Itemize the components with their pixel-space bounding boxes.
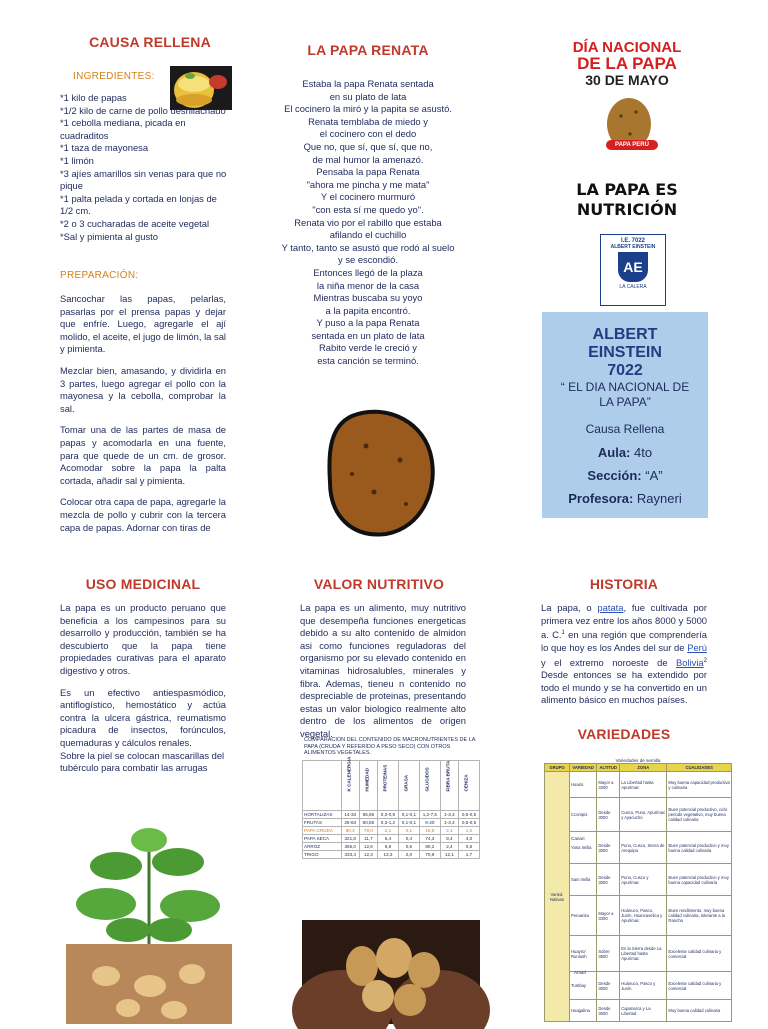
seccion-value: “A” xyxy=(645,468,663,483)
poem-line: Entonces llegó de la plaza xyxy=(313,266,423,278)
ingredient-item: *Sal y pimienta al gusto xyxy=(60,230,158,242)
poem-line: Que no, que sí, que sí, que no, xyxy=(303,140,433,152)
poem-text xyxy=(280,78,456,368)
poem-line: "ahora me pincha y me mata" xyxy=(306,178,430,190)
ingredients-list xyxy=(60,92,230,243)
nutrient-row-highlight: PAPA CRUDA 80,4 79,0 2,1 0,1 18,5 2,1 1,0 xyxy=(303,826,480,834)
preparation-label: PREPARACIÓN: xyxy=(60,270,139,281)
historia-text: La papa, o patata, fue cultivada por primera vez entre los años 8000 y 5000 a. C.$^1$ en una región que comprendería lo que hoy es los Andes del sur de Perú y el extremo noroeste de Bolivia$^2$ Desde entonces se ha extendido por todo el mundo y se ha convertido en un alimento básico en muchos países. xyxy=(541,602,707,706)
preparation-text xyxy=(60,293,226,533)
nutrient-header: K CALENERGIA xyxy=(341,760,359,810)
poem-line: esta canción se terminó. xyxy=(317,355,419,367)
poem-line: Mientras buscaba su yoyo xyxy=(313,292,423,304)
peru-link[interactable]: Perú xyxy=(687,641,707,653)
topic: Causa Rellena xyxy=(585,422,665,436)
varieties-header: ALTITUD xyxy=(597,764,620,772)
potato-plant-image xyxy=(66,826,232,1024)
nutrient-header: HUMEDAD xyxy=(359,760,377,810)
profesora-label: Profesora: xyxy=(568,491,634,506)
poem-title: LA PAPA RENATA xyxy=(307,42,429,58)
patata-link[interactable]: patata xyxy=(597,602,624,613)
nutrient-row: HORTALIZAS 14-33 85,95 0,3-0,9 0,1-0,1 1,2-7,5 1-3,4 0,5-0,5 xyxy=(303,810,480,818)
variety-row: Sani Imilla Desde 3000 Puno, Cusco y Apurímac Buen potencial productivo y muy buena capacidad culinaria xyxy=(545,864,732,896)
event-line2: LA PAPA” xyxy=(599,395,651,409)
poem-line: Renata temblaba de miedo y xyxy=(308,115,428,127)
poem-line: a la papita encontró. xyxy=(325,304,411,316)
variety-subgroup-label: Amarí xyxy=(574,970,587,975)
crest-top1: I.E. 7022 xyxy=(620,238,646,244)
hands-potatoes-image xyxy=(302,920,480,1024)
poem-line: sentada en un plato de lata xyxy=(311,329,425,341)
poem-line: "con esta sí me quedo yo". xyxy=(312,203,424,215)
poem-line: en su plato de lata xyxy=(329,90,407,102)
school-name-line1: ALBERT xyxy=(592,326,658,343)
nutrient-header: PROTEINAS xyxy=(377,760,398,810)
preparation-step: Colocar otra capa de papa, agregarle la mezcla de pollo y cubrir con la tercera capa de papas. Adornar con tiras de xyxy=(60,496,226,533)
preparation-step: Sancochar las papas, pelarlas, pasarlas por el prensa papas y dejar que enfríe. Luego, agregarle el ají molido, el aceite, el jugo de limón, la sal y pimienta. xyxy=(60,293,226,355)
ingredient-item: *1 cebolla mediana, picada en cuadraditos xyxy=(60,117,186,141)
poem-line: Pensaba la papa Renata xyxy=(316,166,420,178)
macronutrient-table xyxy=(302,736,480,896)
poem-line: de mal humor la amenazó. xyxy=(312,153,424,165)
nutrient-header: FIBRA BRUTA xyxy=(440,760,458,810)
nutrient-row: PAPA SECA 321,8 11,7 6,4 0,4 74,3 8,4 4,0 xyxy=(303,834,480,842)
nutrient-row: ARROZ 365,0 12,6 6,8 0,5 80,2 2,4 0,6 xyxy=(303,842,480,850)
preparation-step: Tomar una de las partes de masa de papas y acomodarla en una fuente, para que quede de un cm. de grosor. Acomodar sobre la papa la palta cortada, añadir sal y pimienta. xyxy=(60,424,226,486)
crest-bottom: LA CALERA xyxy=(619,284,647,290)
poem-line: Rabito verde le creció y xyxy=(319,342,417,354)
varieties-table xyxy=(544,758,732,1024)
nutritivo-title: VALOR NUTRITIVO xyxy=(313,576,445,592)
aula-value: 4to xyxy=(634,445,653,460)
medicinal-paragraph: Sobre la piel se colocan mascarillas del tubérculo para combatir las arrugas xyxy=(60,749,225,774)
varieties-header: VARIEDAD xyxy=(570,764,597,772)
profesora-value: Rayneri xyxy=(636,491,682,506)
nutrient-table-title: COMPARACION DEL CONTENIDO DE MACRONUTRIENTES DE LA PAPA (CRUDA Y REFERIDO A PESO SECO) CON OTROS ALIMENTOS VEGETALES. xyxy=(304,737,476,756)
preparation-step: Mezclar bien, amasando, y dividirla en 3 partes, luego agregar el pollo con la mayonesa y la cebolla, comprobar la sal. xyxy=(60,364,226,414)
aula-row xyxy=(542,445,708,460)
poem-line: Y el cocinero murmuró xyxy=(320,191,416,203)
poster-line1: DÍA NACIONAL xyxy=(572,39,682,56)
varieties-header: GRUPO xyxy=(545,764,570,772)
school-name-line2: EINSTEIN xyxy=(588,344,662,361)
poem-line: y se escondió. xyxy=(338,254,398,266)
variedades-title: VARIEDADES xyxy=(577,726,671,742)
bolivia-link[interactable]: Bolivia xyxy=(676,656,704,668)
ingredient-item: *1 palta pelada y cortada en lonjas de 1/2 cm. xyxy=(60,192,217,217)
poem-line: Estaba la papa Renata sentada xyxy=(302,78,434,89)
historia-title: HISTORIA xyxy=(589,576,659,592)
varieties-header: ZONA xyxy=(620,764,667,772)
nutrient-row: FRUTAS 25-83 80,85 0,3-1,2 0,1-0,1 6-20 1-3,4 0,5-0,5 xyxy=(303,818,480,826)
event-line1: “ EL DIA NACIONAL DE xyxy=(560,380,690,394)
ingredient-item: *1 taza de mayonesa xyxy=(60,142,149,154)
variety-row: Varied. Nativas Huairo Mayor a 3300 La Libertad hasta Apurímac Muy buena capacidad productiva y culinaria xyxy=(545,772,732,798)
nutrient-header: CENIZA xyxy=(458,760,479,810)
poem-line: afilando el cuchillo xyxy=(329,229,407,241)
crest-top2: ALBERT EINSTEIN xyxy=(610,244,656,250)
variety-row: Tumbay Desde 3000 Huánuco, Pasco y Junín Excelente calidad culinaria y comercial xyxy=(545,972,732,1000)
variety-row: Huagalina Desde 3000 Cajamarca y La Libertad Muy buena calidad culinaria xyxy=(545,1000,732,1022)
variety-row: Peruanita Mayor a 3300 Huánuco, Pasco, Junín, Huancavelica y Apurímac Buen rendimiento, muy buena calidad culinaria, tolerante a la Rancha xyxy=(545,896,732,936)
variety-row: Huayro/ Runtush Sobre 3500 En la Sierra desde La Libertad hasta Apurímac Excelente calidad culinaria y comercial xyxy=(545,936,732,972)
poem-line: Y puso a la papa Renata xyxy=(316,317,420,329)
poem-line: el cocinero con el dedo xyxy=(319,128,417,140)
poster-line3: 30 DE MAYO xyxy=(585,72,669,88)
varieties-header: CUALIDADES xyxy=(667,764,732,772)
ingredient-item: *3 ajíes amarillos sin venas para que no pique xyxy=(60,167,227,192)
school-crest xyxy=(600,234,666,306)
variety-subgroup-label: Canari xyxy=(571,836,585,841)
school-name-line3: 7022 xyxy=(607,362,643,379)
poem-line: El cocinero la miró y la papita se asustó. xyxy=(284,103,452,115)
poem-line: la niña menor de la casa xyxy=(316,279,420,291)
causa-title: CAUSA RELLENA xyxy=(89,34,211,50)
varieties-table-title: Variedades de semilla xyxy=(615,758,661,763)
cover-info-panel xyxy=(542,312,708,518)
ingredient-item: *1 limón xyxy=(60,154,94,166)
nutritivo-text: La papa es un alimento, muy nutritivo que desempeña funciones energeticas debido a su alto contenido de almidon asi como funciones reguladoras del organismo por su elevado contenido en vitaminas hidrosalubles, minerales y fibra. Ademas, tieneu n contenido no despreciable de proteinas, presentando estas un valor biologico realmente alto dentro de los alimentos de origen vegetal. xyxy=(300,602,466,739)
national-potato-day-poster xyxy=(546,32,708,310)
ingredient-item: *2 o 3 cucharadas de aceite vegetal xyxy=(60,217,210,229)
variety-row: Ccompis Desde 3000 Cusco, Puno, Apurímac y Ayacucho Buen potencial productivo, ciclo periodo vegetativo, muy buena calidad culinaria xyxy=(545,798,732,832)
poem-line: Renata vio por el rabillo que estaba xyxy=(294,216,442,228)
slogan-line1: LA PAPA ES xyxy=(576,180,678,199)
poem-line: Y tanto, tanto se asustó que rodó al suelo xyxy=(281,241,455,253)
nutrient-row: TRIGO 333,4 12,3 13,3 2,0 70,9 12,1 1,7 xyxy=(303,850,480,858)
nutrient-header: GRASA xyxy=(398,760,419,810)
poster-line2: DE LA PAPA xyxy=(577,54,677,73)
aula-label: Aula: xyxy=(597,445,631,460)
medicinal-title: USO MEDICINAL xyxy=(85,576,201,592)
seccion-label: Sección: xyxy=(587,468,642,483)
medicinal-paragraph: Es un efectivo antiespasmódico, antiflogístico, hemostático y actúa contra la ulcera gástrica, reumatismo picadura de insectos, forúnculos, quemaduras y cálculos renales. xyxy=(60,686,226,748)
ingredient-item: *1/2 kilo de carne de pollo deshilachado xyxy=(60,104,226,116)
nutrient-header: GLUCIDOS xyxy=(419,760,440,810)
nutrient-header xyxy=(303,760,342,810)
crest-letters: AE xyxy=(618,252,648,282)
ingredients-label: INGREDIENTES: xyxy=(73,71,155,82)
variety-row: Yana Imilla Desde 3000 Puno, Cusco, Sierra de Arequipa Buen potencial productivo y muy buena calidad culinaria xyxy=(545,832,732,864)
medicinal-text xyxy=(60,602,226,775)
medicinal-paragraph: La papa es un producto peruano que beneficia a los campesinos para su desarrollo y producción, también se ha descubierto que la papa tiene propiedades curativas para el aparato digestivo y otros. xyxy=(60,602,226,676)
profesora-row xyxy=(542,491,708,506)
seccion-row xyxy=(542,468,708,483)
slogan-line2: NUTRICIÓN xyxy=(576,200,678,219)
variety-group: Varied. Nativas xyxy=(545,772,570,1022)
potato-cartoon-image xyxy=(322,408,440,538)
ingredient-item: *1 kilo de papas xyxy=(60,92,127,103)
papa-peru-badge: PAPA PERÚ xyxy=(606,140,658,150)
